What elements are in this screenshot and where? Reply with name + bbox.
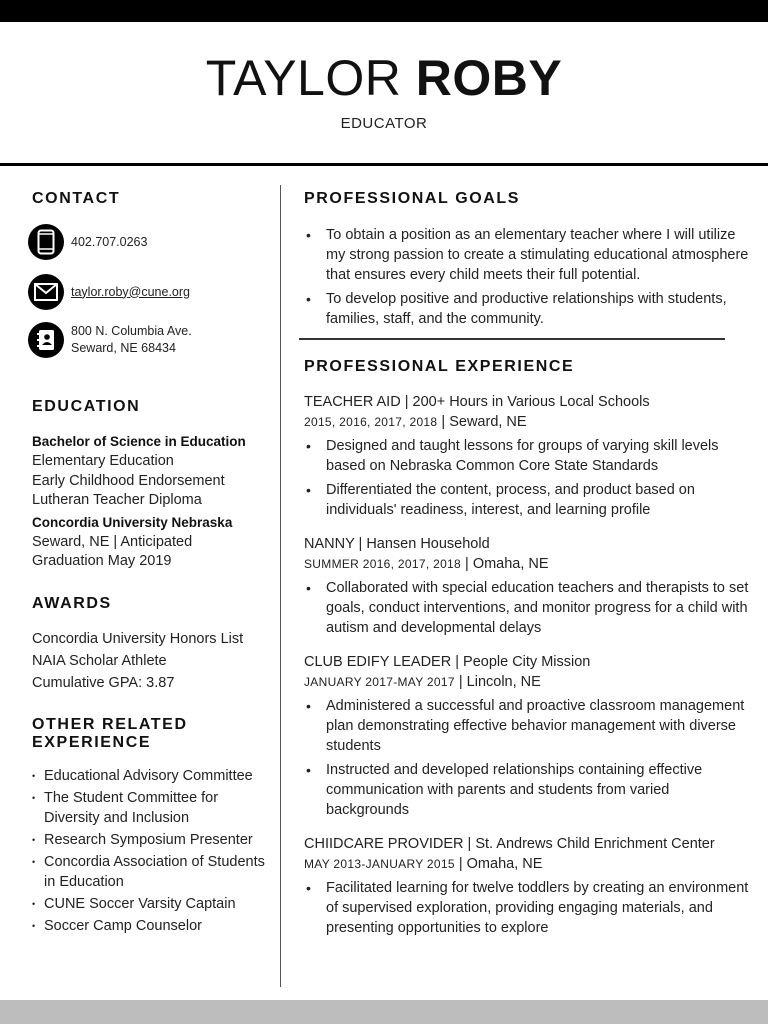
top-bar (0, 0, 768, 22)
column-divider (280, 185, 281, 987)
header-divider (0, 163, 768, 166)
goals-divider (299, 338, 725, 340)
list-item: • Instructed and developed relationships containing effective communication with parents and students from varied backgrounds (304, 760, 754, 820)
awards-section (32, 595, 272, 694)
job-bullets (304, 696, 754, 820)
list-item: • To develop positive and productive relationships with students, families, staff, and the community. (304, 289, 754, 329)
education-line: Lutheran Teacher Diploma (32, 492, 202, 508)
list-item: • The Student Committee for Diversity and Inclusion (32, 788, 272, 828)
experience-section (304, 358, 754, 942)
list-item: • Research Symposium Presenter (32, 830, 272, 850)
list-item: • Concordia Association of Students in Education (32, 852, 272, 892)
email-icon (28, 274, 64, 310)
job-title: CHIIDCARE PROVIDER | St. Andrews Child Enrichment Center (304, 836, 715, 852)
other-title-line1: OTHER RELATED (32, 716, 188, 733)
goals-title: PROFESSIONAL GOALS (304, 190, 521, 207)
school-name: Concordia University Nebraska (32, 514, 233, 530)
list-item: NAIA Scholar Athlete (32, 653, 167, 669)
other-title-line2: EXPERIENCE (32, 734, 152, 751)
job-title: CLUB EDIFY LEADER | People City Mission (304, 654, 591, 670)
goals-section (304, 190, 754, 333)
email-link[interactable]: taylor.roby@cune.org (71, 284, 191, 299)
awards-title: AWARDS (32, 595, 112, 612)
other-experience-section (32, 716, 272, 938)
experience-title: PROFESSIONAL EXPERIENCE (304, 358, 575, 375)
job-date: 2015, 2016, 2017, 2018 | Seward, NE (304, 414, 527, 430)
bottom-bar (0, 1000, 768, 1024)
phone-number: 402.707.0263 (71, 234, 148, 249)
list-item: Concordia University Honors List (32, 631, 244, 647)
other-experience-list (32, 766, 272, 936)
phone-icon (28, 224, 64, 260)
job-role: EDUCATOR (340, 115, 428, 132)
degree: Bachelor of Science in Education (32, 434, 246, 449)
list-item: • Differentiated the content, process, and product based on individuals' readiness, interest, and learning profile (304, 480, 754, 520)
other-experience-title (32, 716, 272, 752)
list-item: Cumulative GPA: 3.87 (32, 675, 175, 691)
goals-list (304, 225, 754, 329)
address-book-icon (28, 322, 64, 358)
job-entry (304, 652, 754, 820)
awards-list (32, 628, 272, 694)
job-title: NANNY | Hansen Household (304, 536, 490, 552)
job-bullets (304, 436, 754, 520)
job-entry (304, 534, 754, 638)
last-name: ROBY (415, 50, 563, 106)
address-line2: Seward, NE 68434 (71, 341, 176, 355)
address-line1: 800 N. Columbia Ave. (71, 324, 192, 338)
list-item: • Soccer Camp Counselor (32, 916, 272, 936)
list-item: • Designed and taught lessons for groups of varying skill levels based on Nebraska Common Core State Standards (304, 436, 754, 476)
education-line: Early Childhood Endorsement (32, 472, 225, 489)
job-bullets (304, 578, 754, 638)
education-title: EDUCATION (32, 398, 141, 415)
list-item: • Educational Advisory Committee (32, 766, 272, 786)
graduation-date: Graduation May 2019 (32, 553, 172, 569)
school-location: Seward, NE | Anticipated (32, 533, 193, 550)
job-date: SUMMER 2016, 2017, 2018 | Omaha, NE (304, 556, 549, 572)
contact-title: CONTACT (32, 190, 121, 207)
education-section (32, 398, 272, 572)
list-item: • CUNE Soccer Varsity Captain (32, 894, 272, 914)
candidate-name (0, 52, 768, 104)
job-date: MAY 2013-JANUARY 2015 | Omaha, NE (304, 856, 543, 872)
job-entry (304, 392, 754, 520)
list-item: • Facilitated learning for twelve toddlers by creating an environment of supervised exploration, providing engaging materials, and presenting opportunities to explore (304, 878, 754, 938)
address (71, 323, 192, 357)
contact-email-row (28, 274, 190, 310)
contact-phone-row (28, 224, 147, 260)
list-item: • To obtain a position as an elementary teacher where I will utilize my strong passion to create a stimulating educational atmosphere that ensures every child meets their full potential. (304, 225, 754, 285)
job-date: JANUARY 2017-MAY 2017 | Lincoln, NE (304, 674, 541, 690)
contact-section (32, 190, 120, 208)
list-item: • Collaborated with special education teachers and therapists to set goals, conduct interventions, and monitor progress for a child with autism and developmental delays (304, 578, 754, 638)
contact-address-row (28, 322, 192, 358)
list-item: • Administered a successful and proactive classroom management plan demonstrating effective behavior management with diverse students (304, 696, 754, 756)
first-name: TAYLOR (205, 50, 402, 106)
resume-header (0, 22, 768, 164)
job-bullets (304, 878, 754, 938)
education-line: Elementary Education (32, 453, 174, 469)
job-entry (304, 834, 754, 938)
job-title: TEACHER AID | 200+ Hours in Various Local Schools (304, 394, 650, 410)
